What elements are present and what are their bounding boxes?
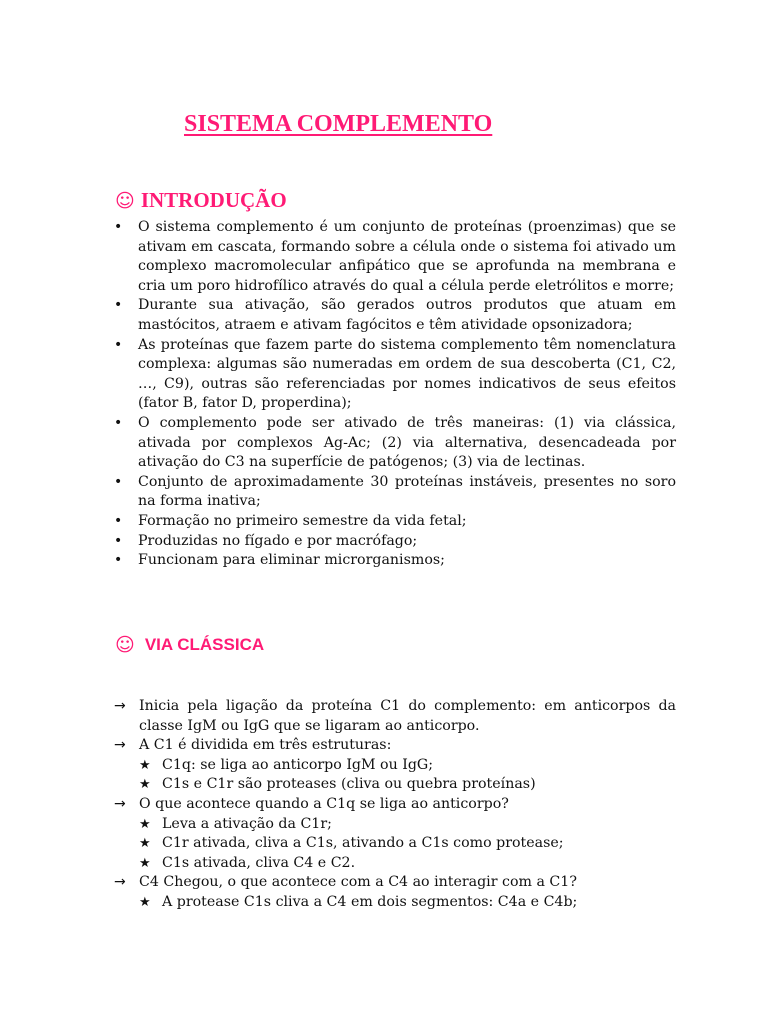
sub-list-item xyxy=(139,893,676,913)
list-item: • Conjunto de aproximadamente 30 proteínas instáveis, presentes no soro na forma inativa; xyxy=(110,473,676,512)
section-heading-label: INTRODUÇÃO xyxy=(140,188,287,212)
introducao-list xyxy=(110,218,676,571)
list-item: • O sistema complemento é um conjunto de proteínas (proenzimas) que se ativam em cascata, formando sobre a célula onde o sistema foi ativado um complexo macromolecular anfipático que se aprofunda na membrana e cria um poro hidrofílico através do qual a célula perde eletrólitos e morre; xyxy=(110,218,676,296)
via-classica-list xyxy=(112,697,676,913)
arrow-right-icon: → xyxy=(114,874,126,891)
list-item: • Funcionam para eliminar microrganismos; xyxy=(110,551,676,571)
sub-list xyxy=(139,815,676,874)
sub-list-item-text: C1s ativada, cliva C4 e C2. xyxy=(162,854,356,871)
arrow-right-icon: → xyxy=(114,737,126,754)
arrow-right-icon: → xyxy=(114,795,126,812)
star-icon: ★ xyxy=(139,816,151,832)
list-item: • As proteínas que fazem parte do sistema complemento têm nomenclatura complexa: algumas são numeradas em ordem de sua descoberta (C1, C2, …, C9), outras são referenciadas por nomes indicativos de seus efeitos (fator B, fator D, properdina); xyxy=(110,336,676,414)
list-item-text: A C1 é dividida em três estruturas: xyxy=(139,737,392,754)
list-item: • Produzidas no fígado e por macrófago; xyxy=(110,532,676,552)
smiley-icon: ☺ xyxy=(115,189,135,212)
arrow-right-icon: → xyxy=(114,698,126,714)
list-item-text: C4 Chegou, o que acontece com a C4 ao interagir com a C1? xyxy=(139,874,577,891)
sub-list-item-text: Leva a ativação da C1r; xyxy=(162,815,332,832)
sub-list xyxy=(139,893,676,913)
list-item xyxy=(112,873,676,912)
star-icon: ★ xyxy=(139,855,151,871)
document-title: SISTEMA COMPLEMENTO xyxy=(184,111,493,137)
smiley-icon: ☺ xyxy=(115,634,135,656)
sub-list-item-text: C1q: se liga ao anticorpo IgM ou IgG; xyxy=(162,756,434,773)
list-item xyxy=(112,697,676,736)
list-item: • Formação no primeiro semestre da vida fetal; xyxy=(110,512,676,532)
section-heading-via-classica xyxy=(115,634,264,656)
list-item: • Durante sua ativação, são gerados outros produtos que atuam em mastócitos, atraem e ativam fagócitos e têm atividade opsonizadora; xyxy=(110,296,676,335)
sub-list-item xyxy=(139,834,676,854)
list-item-text: O que acontece quando a C1q se liga ao anticorpo? xyxy=(139,795,509,812)
sub-list xyxy=(139,756,676,795)
section-heading-introducao xyxy=(115,188,287,213)
star-icon: ★ xyxy=(139,777,151,793)
list-item-text: Inicia pela ligação da proteína C1 do complemento: em anticorpos da classe IgM ou IgG que se ligaram ao anticorpo. xyxy=(139,698,676,734)
star-icon: ★ xyxy=(139,757,151,773)
sub-list-item xyxy=(139,756,676,776)
list-item: • O complemento pode ser ativado de três maneiras: (1) via clássica, ativada por complexos Ag-Ac; (2) via alternativa, desencadeada por ativação do C3 na superfície de patógenos; (3) via de lectinas. xyxy=(110,414,676,473)
star-icon: ★ xyxy=(139,836,151,852)
sub-list-item-text: C1s e C1r são proteases (cliva ou quebra proteínas) xyxy=(162,776,536,793)
sub-list-item-text: A protease C1s cliva a C4 em dois segmentos: C4a e C4b; xyxy=(162,893,578,910)
list-item xyxy=(112,736,676,795)
sub-list-item xyxy=(139,815,676,835)
list-item xyxy=(112,795,676,873)
sub-list-item xyxy=(139,775,676,795)
section-heading-label: VIA CLÁSSICA xyxy=(144,635,265,654)
star-icon: ★ xyxy=(139,894,151,910)
sub-list-item xyxy=(139,854,676,874)
sub-list-item-text: C1r ativada, cliva a C1s, ativando a C1s como protease; xyxy=(162,835,564,852)
